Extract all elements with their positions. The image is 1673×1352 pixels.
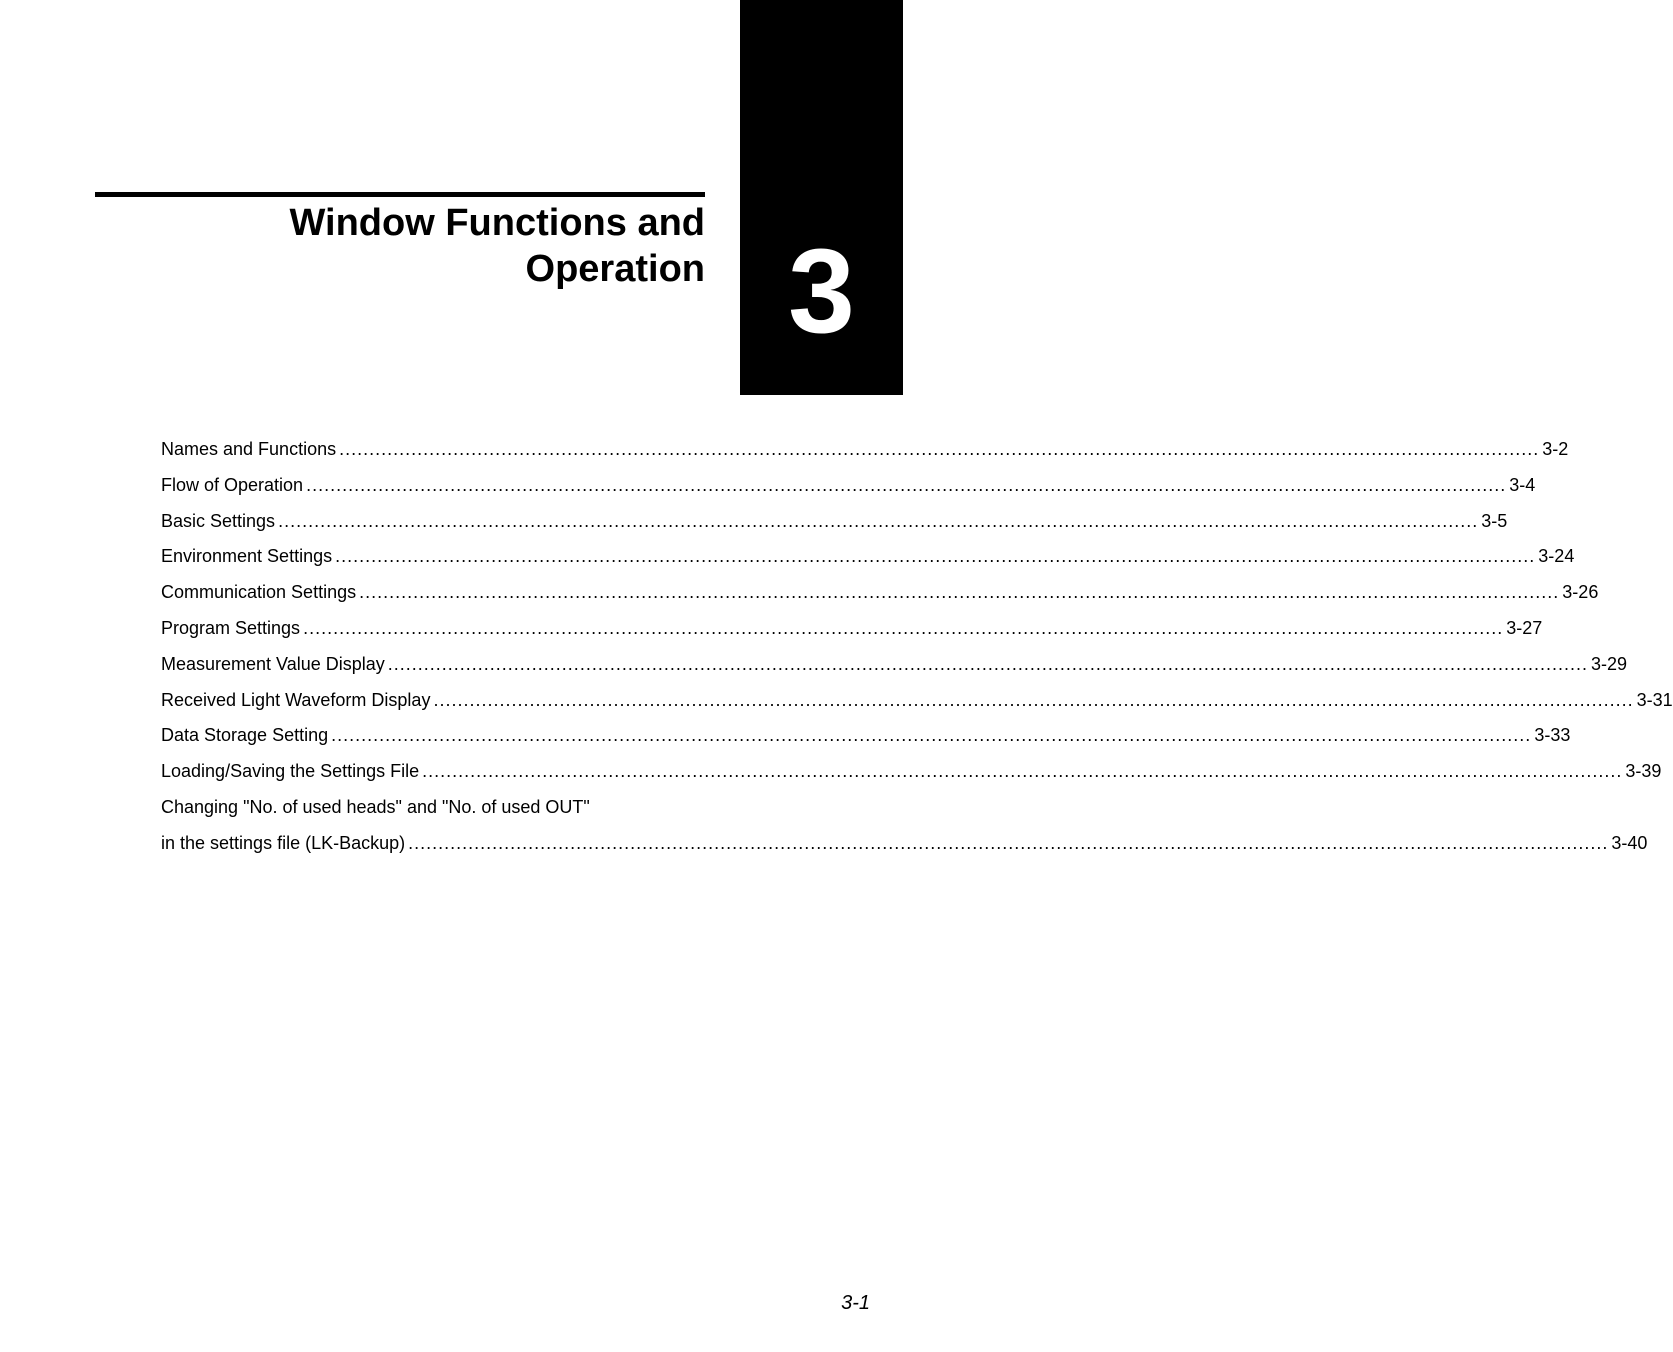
toc-leader-dots: ........................................................................................................................................................................................................ (422, 761, 1623, 782)
chapter-tab (740, 0, 903, 395)
toc-leader-dots: ........................................................................................................................................................................................................ (433, 689, 1634, 710)
toc-entry-label: Data Storage Setting (161, 725, 329, 746)
toc-entry-names-and-functions[interactable] (161, 432, 1569, 468)
toc-leader-dots: ........................................................................................................................................................................................................ (331, 725, 1532, 746)
toc-entry-page: 3-26 (1562, 582, 1599, 603)
toc-entry-changing-used-heads-line-2[interactable] (161, 826, 1648, 862)
toc-leader-dots: ........................................................................................................................................................................................................ (359, 582, 1560, 603)
toc-entry-label: Loading/Saving the Settings File (161, 761, 420, 782)
toc-entry-page: 3-2 (1542, 439, 1569, 459)
toc-entry-communication-settings[interactable] (161, 575, 1599, 611)
toc-entry-loading-saving-settings-file[interactable] (161, 754, 1662, 790)
toc-entry-data-storage-setting[interactable] (161, 718, 1571, 754)
toc-entry-label: Program Settings (161, 617, 301, 638)
toc-leader-dots: ........................................................................................................................................................................................................ (306, 474, 1507, 495)
toc-entry-label: Environment Settings (161, 546, 333, 567)
toc-entry-page: 3-5 (1481, 510, 1508, 531)
toc-leader-dots: ........................................................................................................................................................................................................ (303, 617, 1504, 638)
toc-entry-page: 3-4 (1509, 474, 1536, 495)
table-of-contents (161, 432, 1673, 862)
toc-entry-flow-of-operation[interactable] (161, 468, 1536, 504)
toc-entry-received-light-waveform-display[interactable] (161, 683, 1673, 719)
toc-entry-page: 3-29 (1590, 653, 1628, 674)
toc-leader-dots: ........................................................................................................................................................................................................ (408, 832, 1609, 853)
toc-entry-page: 3-40 (1611, 832, 1648, 853)
toc-entry-page: 3-27 (1506, 617, 1543, 638)
toc-entry-measurement-value-display[interactable] (161, 647, 1628, 683)
chapter-title-line-2: Operation (525, 248, 705, 290)
toc-entry-page: 3-39 (1625, 761, 1662, 782)
toc-entry-changing-used-heads-line-1[interactable] (161, 790, 698, 826)
toc-leader-dots: ........................................................................................................................................................................................................ (339, 439, 1540, 459)
toc-entry-basic-settings[interactable] (161, 504, 1508, 540)
toc-entry-page: 3-33 (1534, 725, 1571, 746)
toc-entry-label: Communication Settings (161, 582, 357, 603)
chapter-title-line-1: Window Functions and (289, 202, 705, 244)
toc-entry-label: Basic Settings (161, 510, 276, 531)
toc-leader-dots: ........................................................................................................................................................................................................ (278, 510, 1479, 531)
toc-entry-label: Received Light Waveform Display (161, 689, 431, 710)
toc-entry-label: in the settings file (LK-Backup) (161, 832, 406, 853)
page-number: 3-1 (841, 1292, 870, 1314)
chapter-number: 3 (788, 224, 855, 358)
title-rule (95, 192, 705, 197)
toc-leader-dots: ........................................................................................................................................................................................................ (387, 653, 1588, 674)
toc-entry-label: Flow of Operation (161, 474, 304, 495)
toc-entry-page: 3-31 (1636, 689, 1673, 710)
toc-entry-label: Changing "No. of used heads" and "No. of used OUT" (161, 796, 590, 817)
toc-entry-environment-settings[interactable] (161, 539, 1575, 575)
toc-entry-label: Measurement Value Display (161, 653, 385, 674)
toc-entry-label: Names and Functions (161, 439, 337, 459)
toc-leader-dots: ........................................................................................................................................................................................................ (335, 546, 1536, 567)
toc-entry-program-settings[interactable] (161, 611, 1543, 647)
toc-entry-page: 3-24 (1538, 546, 1575, 567)
chapter-title (95, 200, 705, 292)
